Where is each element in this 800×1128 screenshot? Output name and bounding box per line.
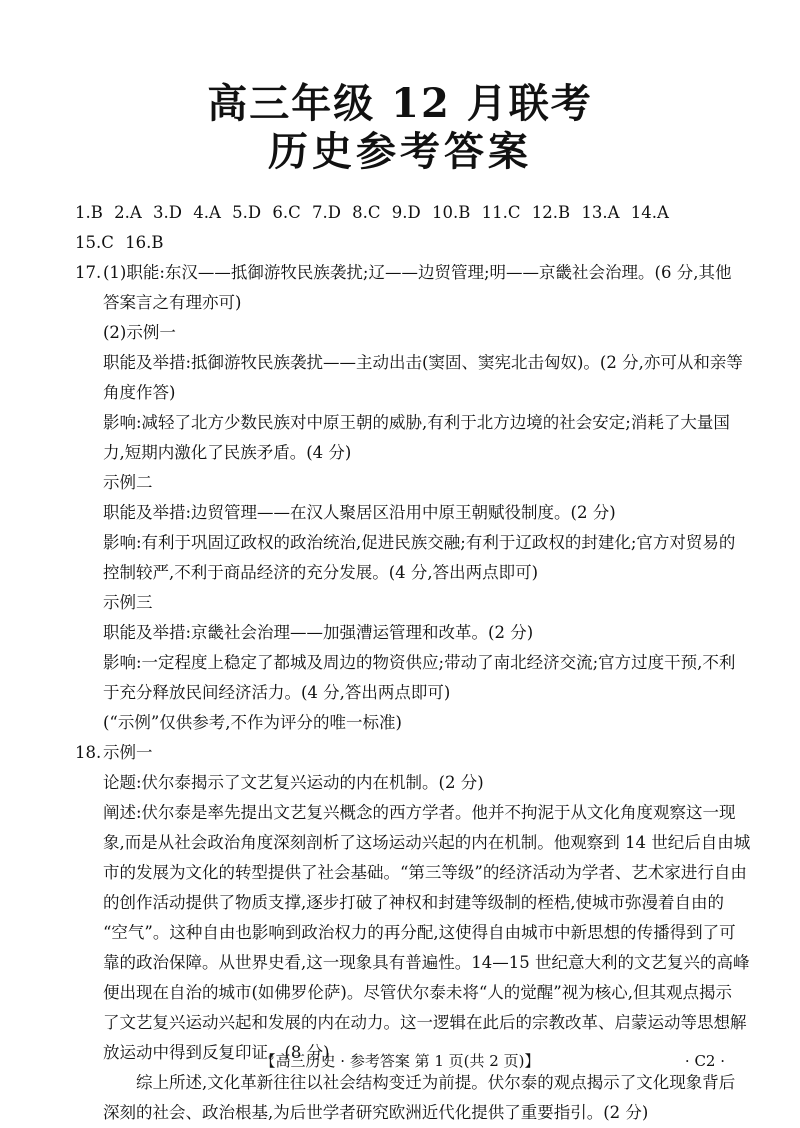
q17-example3-impact-line1: 影响:一定程度上稳定了都城及周边的物资供应;带动了南北经济交流;官方过度干预,不利 bbox=[103, 653, 736, 672]
q18-example-label: 示例一 bbox=[103, 743, 153, 762]
q17-example2-measure: 职能及举措:边贸管理——在汉人聚居区沿用中原王朝赋役制度。(2 分) bbox=[103, 503, 616, 522]
q17-example3-measure: 职能及举措:京畿社会治理——加强漕运管理和改革。(2 分) bbox=[103, 623, 534, 642]
answers-line-1: 1.B 2.A 3.D 4.A 5.D 6.C 7.D 8.C 9.D 10.B 11.C 12.B 13.A 14.A bbox=[75, 203, 669, 222]
document-subtitle: 历史参考答案 bbox=[268, 128, 532, 175]
q17-example1-impact-line1: 影响:减轻了北方少数民族对中原王朝的威胁,有利于北方边境的社会安定;消耗了大量国 bbox=[103, 413, 730, 432]
q17-example2-impact-line2: 控制较严,不利于商品经济的充分发展。(4 分,答出两点即可) bbox=[103, 563, 539, 582]
q17-part1-line1: (1)职能:东汉——抵御游牧民族袭扰;辽——边贸管理;明——京畿社会治理。(6 分,其他 bbox=[103, 263, 732, 282]
q17-part1-line2: 答案言之有理亦可) bbox=[103, 293, 242, 312]
q17-example3-impact-line2: 于充分释放民间经济活力。(4 分,答出两点即可) bbox=[103, 683, 451, 702]
q17-example1-impact-line2: 力,短期内激化了民族矛盾。(4 分) bbox=[103, 443, 352, 462]
question-17-number: 17. bbox=[75, 263, 102, 282]
q18-body-line2: 象,而是从社会政治角度深刻剖析了这场运动兴起的内在机制。他观察到 14 世纪后自由城 bbox=[103, 833, 751, 852]
q17-example1-measure-line1: 职能及举措:抵御游牧民族袭扰——主动出击(窦固、窦宪北击匈奴)。(2 分,亦可从和亲等 bbox=[103, 353, 743, 372]
document-title: 高三年级 12 月联考 bbox=[207, 80, 593, 127]
q18-body-line9: 放运动中得到反复印证。(8 分) bbox=[103, 1043, 330, 1062]
page-footer bbox=[0, 1046, 800, 1076]
q18-summary-line1: 综上所述,文化革新往往以社会结构变迁为前提。伏尔泰的观点揭示了文化现象背后 bbox=[136, 1073, 736, 1092]
q18-body-line3: 市的发展为文化的转型提供了社会基础。“第三等级”的经济活动为学者、艺术家进行自由 bbox=[103, 863, 747, 882]
q17-part2-label: (2)示例一 bbox=[103, 323, 176, 342]
question-18-number: 18. bbox=[75, 743, 102, 762]
q17-example2-impact-line1: 影响:有利于巩固辽政权的政治统治,促进民族交融;有利于辽政权的封建化;官方对贸易的 bbox=[103, 533, 736, 552]
multiple-choice-answers bbox=[75, 198, 725, 258]
q17-example3-label: 示例三 bbox=[103, 593, 153, 612]
question-17 bbox=[75, 258, 743, 738]
q18-summary-line2: 深刻的社会、政治根基,为后世学者研究欧洲近代化提供了重要指引。(2 分) bbox=[103, 1103, 649, 1122]
q17-note: (“示例”仅供参考,不作为评分的唯一标准) bbox=[103, 713, 402, 732]
q18-body-line5: “空气”。这种自由也影响到政治权力的再分配,这使得自由城市中新思想的传播得到了可 bbox=[103, 923, 736, 942]
q18-body-line4: 的创作活动提供了物质支撑,逐步打破了神权和封建等级制的桎梏,使城市弥漫着自由的 bbox=[103, 893, 724, 912]
footer-page-info: 【高三历史 · 参考答案 第 1 页(共 2 页)】 bbox=[260, 1052, 540, 1070]
footer-code: · C2 · bbox=[684, 1052, 725, 1070]
q18-thesis: 论题:伏尔泰揭示了文艺复兴运动的内在机制。(2 分) bbox=[103, 773, 484, 792]
q18-body-line7: 便出现在自治的城市(如佛罗伦萨)。尽管伏尔泰未将“人的觉醒”视为核心,但其观点揭示 bbox=[103, 983, 732, 1002]
q18-body-line1: 阐述:伏尔泰是率先提出文艺复兴概念的西方学者。他并不拘泥于从文化角度观察这一现 bbox=[103, 803, 736, 822]
q18-body-line8: 了文艺复兴运动兴起和发展的内在动力。这一逻辑在此后的宗教改革、启蒙运动等思想解 bbox=[103, 1013, 747, 1032]
q18-body-line6: 靠的政治保障。从世界史看,这一现象具有普遍性。14—15 世纪意大利的文艺复兴的高峰 bbox=[103, 953, 750, 972]
answer-content bbox=[75, 198, 751, 1128]
q17-example1-measure-line2: 角度作答) bbox=[103, 383, 176, 402]
q17-example2-label: 示例二 bbox=[103, 473, 153, 492]
answers-line-2: 15.C 16.B bbox=[75, 233, 164, 252]
